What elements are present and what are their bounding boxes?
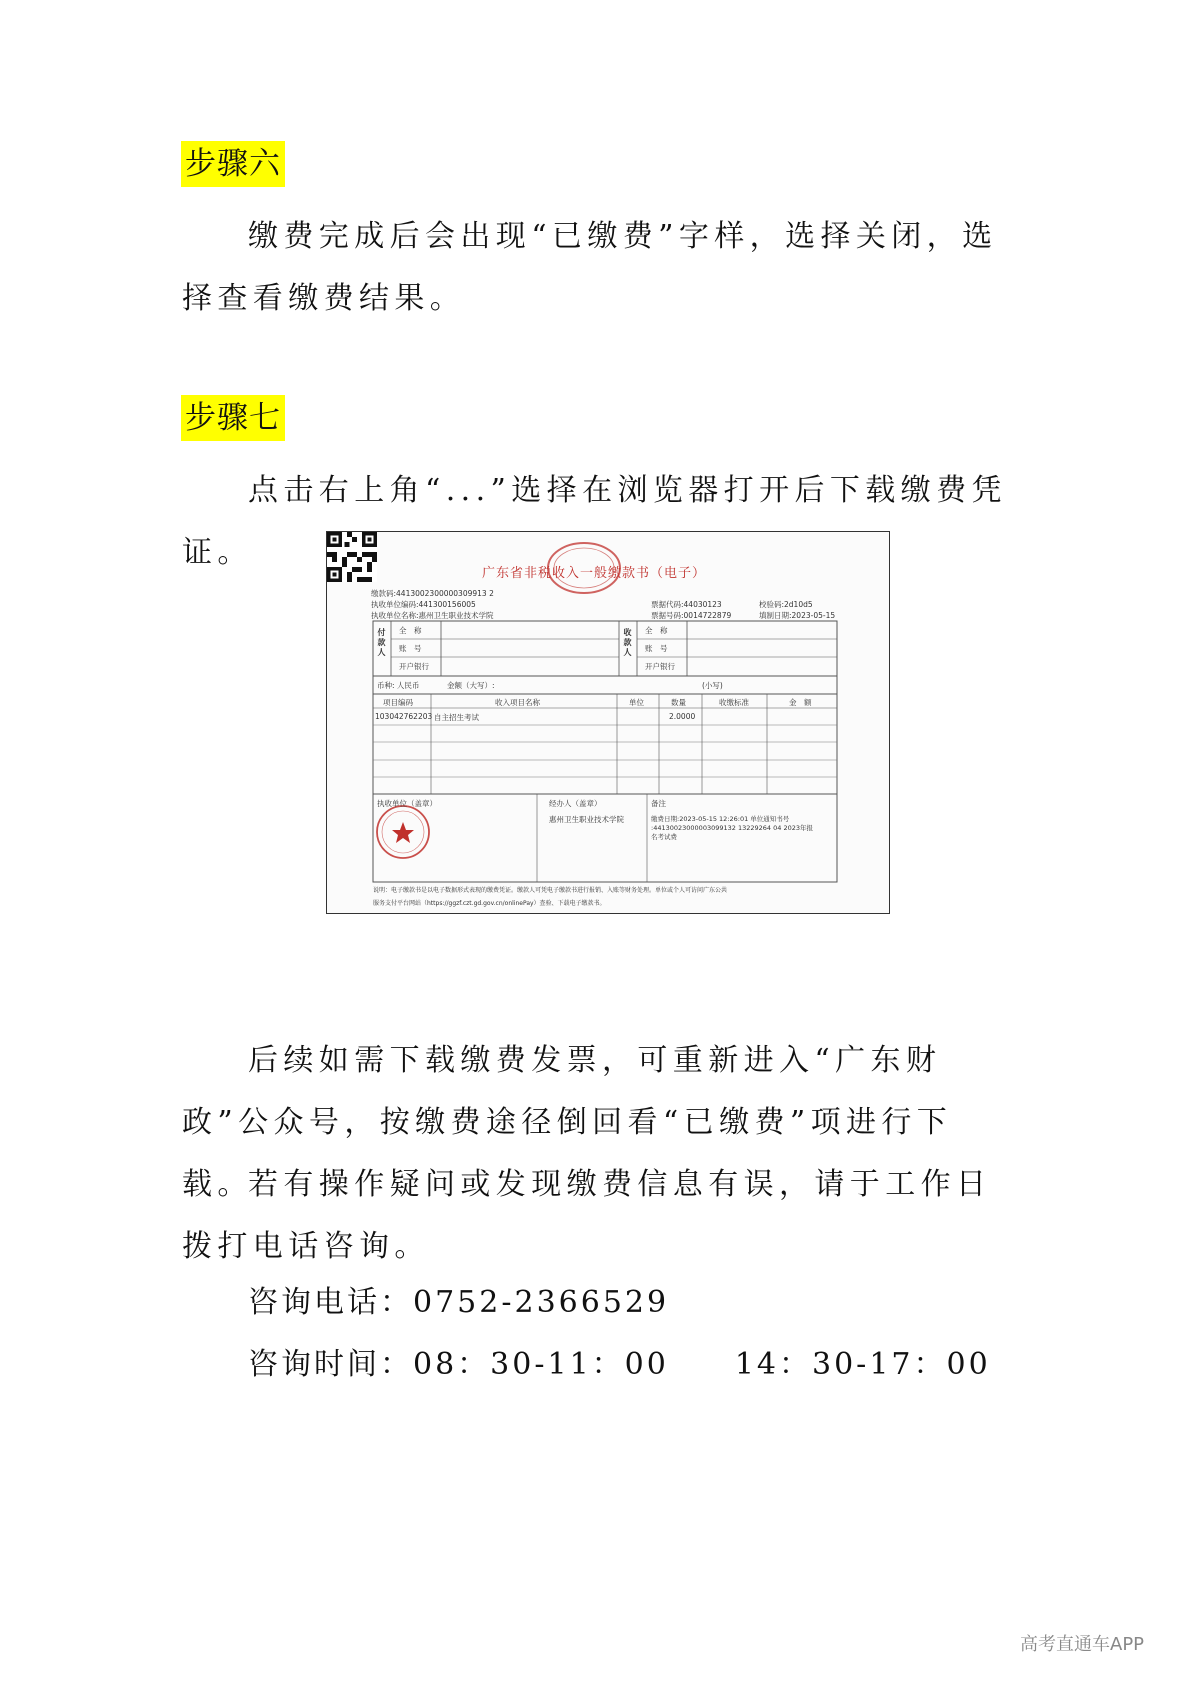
receipt-col-code: 项目编码 [383, 698, 413, 707]
receipt-currency: 币种: 人民币 [377, 681, 420, 690]
receipt-unit-name: 执收单位名称:惠州卫生职业技术学院 [371, 611, 494, 620]
receipt-col-name: 收入项目名称 [495, 698, 540, 707]
receipt-note-line: 服务支付平台网站（https://ggzf.czt.gd.gov.cn/onlinePay）查验、下载电子缴款书。 [373, 900, 606, 907]
receipt-remark-line: 名考试费 [651, 833, 677, 841]
receipt-remark-label: 备注 [651, 799, 666, 808]
receipt-bill-code: 票据代码:44030123 [651, 600, 722, 609]
receipt-payer-account-label: 账 号 [399, 644, 422, 653]
receipt-check-code: 校验码:2d10d5 [759, 600, 813, 609]
receipt-remark-line: :44130023000003099132 13229264 04 2023年报 [651, 824, 813, 832]
step-seven-text: 点击右上角“...”选择在浏览器打开后下载缴费凭证。 [182, 473, 1007, 570]
receipt-unit-seal-label: 执收单位（盖章） [377, 799, 437, 808]
receipt-pay-code: 缴款码:4413002300000309913 2 [371, 589, 494, 598]
receipt-col-standard: 收缴标准 [719, 698, 749, 707]
payment-receipt-image [326, 531, 890, 914]
receipt-amount-upper: 金额（大写）: [447, 681, 495, 690]
watermark-text: 高考直通车APP [1020, 1634, 1145, 1655]
receipt-payer-label: 付款人 [377, 628, 386, 658]
receipt-col-qty: 数量 [671, 698, 686, 707]
receipt-col-unit: 单位 [629, 698, 644, 707]
receipt-remark-line: 缴费日期:2023-05-15 12:26:01 单位通知书号 [651, 815, 790, 823]
receipt-payee-bank-label: 开户银行 [645, 662, 675, 671]
qr-code-icon [327, 532, 377, 582]
consult-hours: 咨询时间：08：30-11：00 14：30-17：00 [248, 1347, 991, 1382]
receipt-payee-name-label: 全 称 [645, 626, 668, 635]
receipt-row-name: 自主招生考试 [434, 713, 479, 722]
followup-paragraph-contact: 若有操作疑问或发现缴费信息有误，请于工作日拨打电话咨询。 [182, 1167, 992, 1264]
receipt-col-amount: 金 额 [789, 698, 812, 707]
step-six-label: 步骤六 [181, 141, 285, 187]
receipt-payee-account-label: 账 号 [645, 644, 668, 653]
receipt-amount-lower: (小写) [702, 681, 723, 690]
receipt-note-line: 说明：电子缴款书是以电子数据形式表现的缴费凭证。缴款人可凭电子缴款书进行报销、入账等财务处理。单位或个人可访问广东公共 [373, 887, 728, 894]
consult-phone: 咨询电话：0752-2366529 [248, 1285, 670, 1320]
receipt-handler-unit: 惠州卫生职业技术学院 [549, 815, 624, 824]
receipt-unit-code: 执收单位编码:441300156005 [371, 600, 476, 609]
receipt-handler-label: 经办人（盖章） [549, 799, 602, 808]
receipt-row-qty: 2.0000 [669, 712, 696, 721]
receipt-row-code: 103042762203 [375, 712, 433, 721]
receipt-title: 广东省非税收入一般缴款书（电子） [482, 566, 707, 581]
receipt-issue-date: 填制日期:2023-05-15 [759, 611, 836, 620]
receipt-payee-label: 收款人 [623, 628, 632, 658]
receipt-payer-name-label: 全 称 [399, 626, 422, 635]
receipt-bill-no: 票据号码:0014722879 [651, 611, 732, 620]
step-seven-label: 步骤七 [181, 395, 285, 441]
receipt-payer-bank-label: 开户银行 [399, 662, 429, 671]
followup-paragraph-invoice: 后续如需下载缴费发票，可重新进入“广东财政”公众号，按缴费途径倒回看“已缴费”项进行下载。 [182, 1043, 953, 1202]
step-six-text: 缴费完成后会出现“已缴费”字样，选择关闭，选择查看缴费结果。 [182, 219, 998, 316]
